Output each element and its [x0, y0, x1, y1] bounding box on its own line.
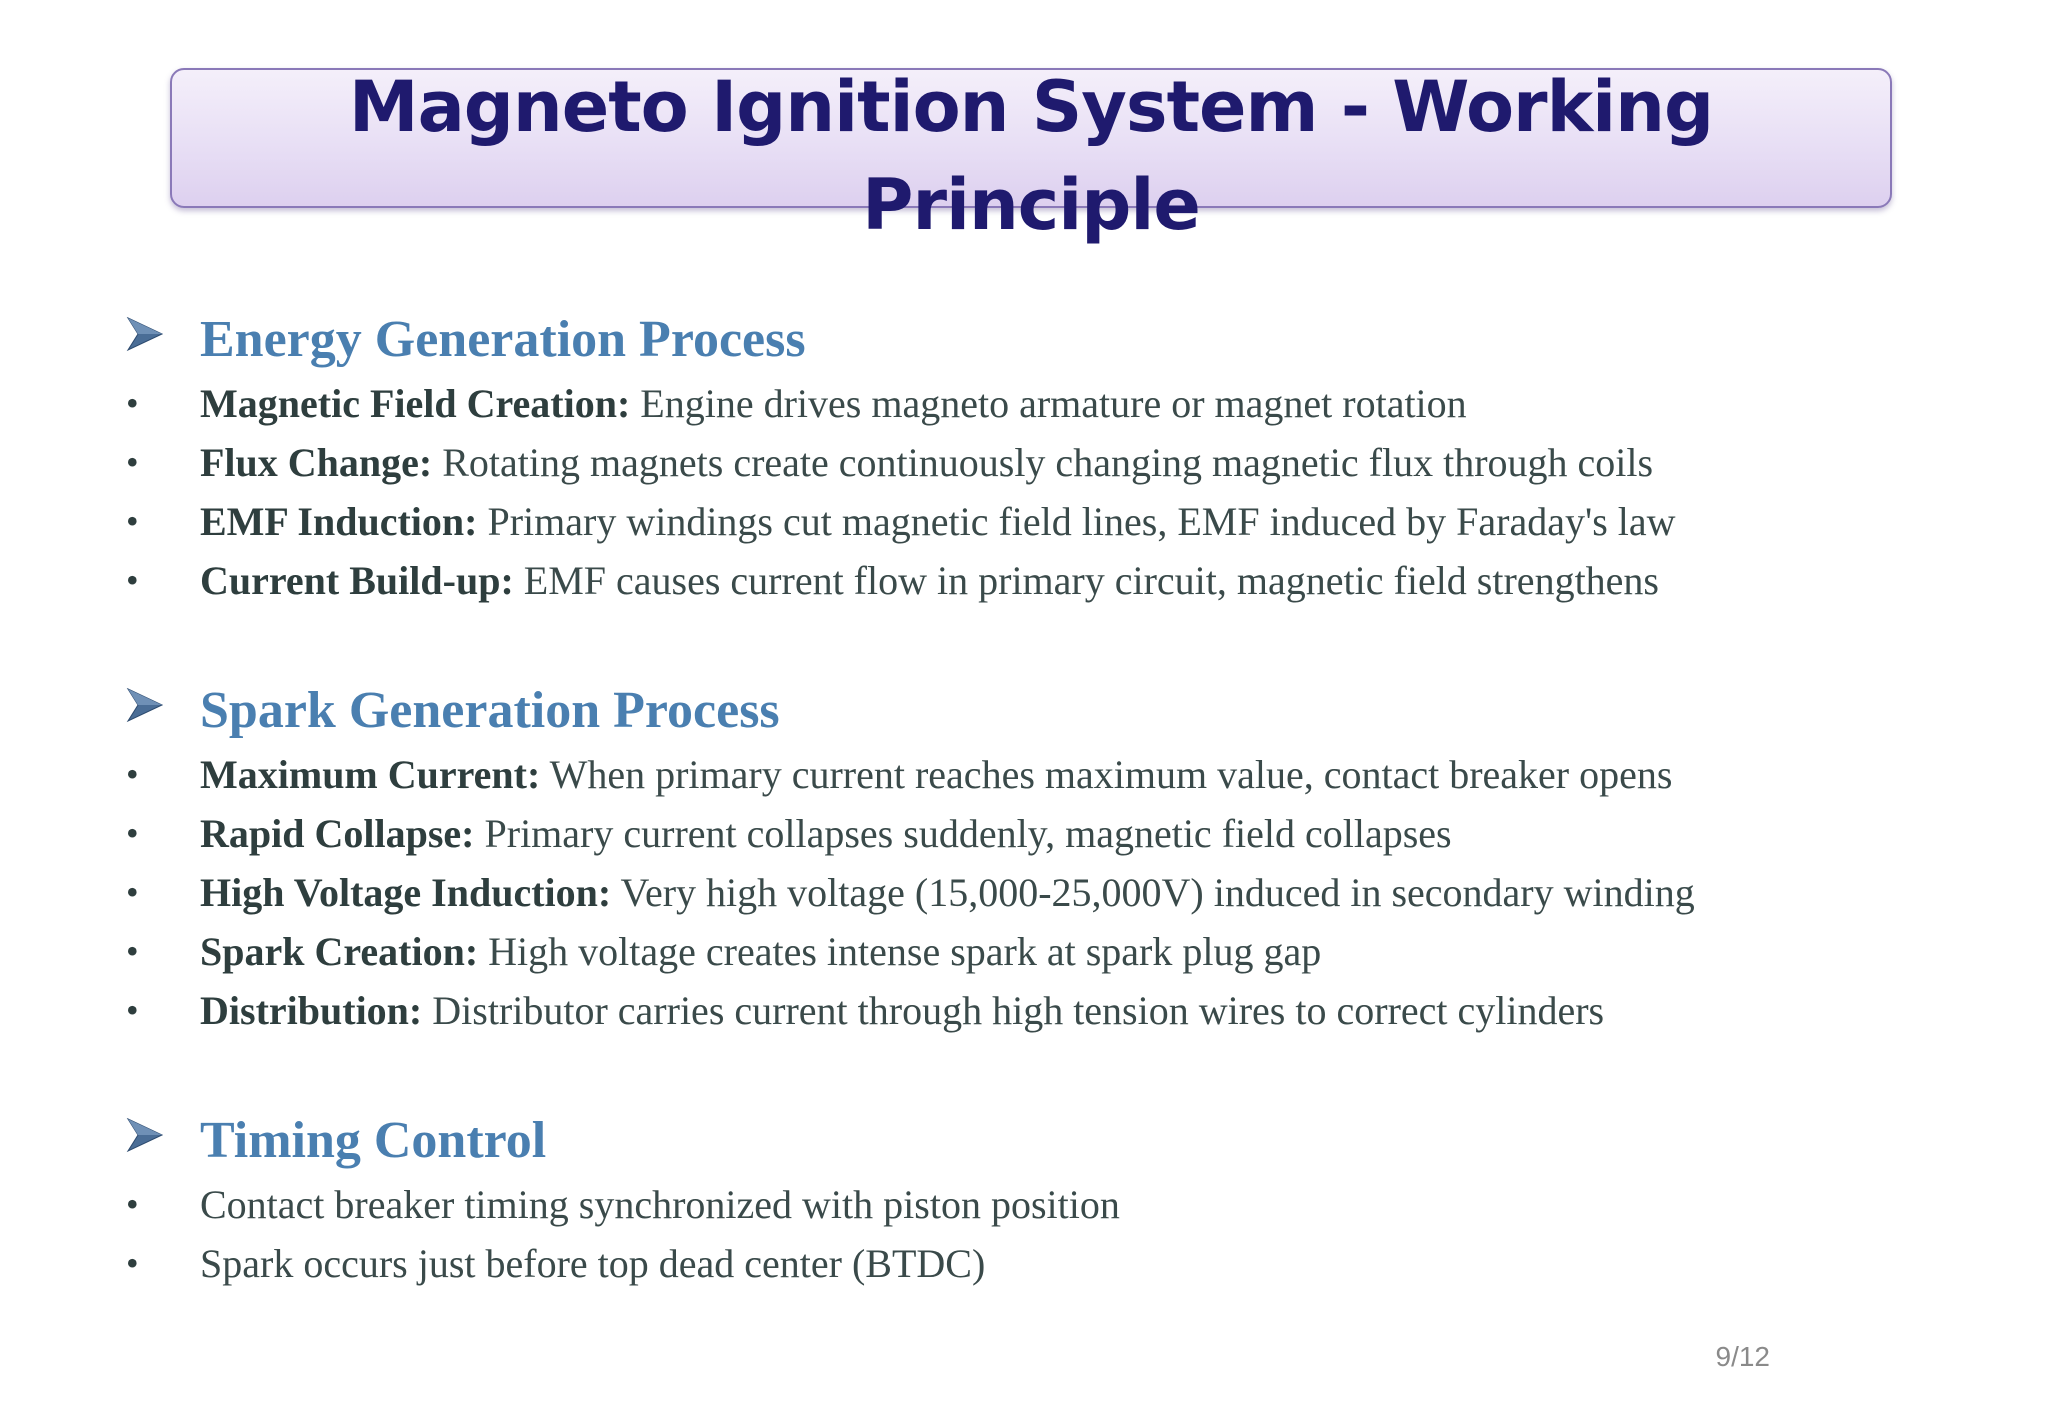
- page-number: 9/12: [1715, 1341, 1770, 1372]
- item-term: Magnetic Field Creation:: [200, 381, 631, 426]
- list-item: [126, 492, 1946, 551]
- bullet-dot-icon: •: [126, 754, 139, 794]
- list-item: [126, 433, 1946, 492]
- section-title: Spark Generation Process: [200, 682, 780, 739]
- arrow-bullet-icon: [126, 1117, 164, 1153]
- slide-title: Magneto Ignition System - Working Principle: [348, 66, 1714, 246]
- item-text: Very high voltage (15,000-25,000V) induced in secondary winding: [611, 870, 1695, 915]
- item-term: Rapid Collapse:: [200, 811, 475, 856]
- item-text: Contact breaker timing synchronized with piston position: [200, 1182, 1120, 1227]
- bullet-dot-icon: •: [126, 1184, 139, 1224]
- item-text: Spark occurs just before top dead center (BTDC): [200, 1241, 986, 1286]
- item-term: Distribution:: [200, 988, 423, 1033]
- bullet-dot-icon: •: [126, 1243, 139, 1283]
- item-term: EMF Induction:: [200, 499, 478, 544]
- section-title: Timing Control: [200, 1112, 547, 1169]
- item-term: Current Build-up:: [200, 558, 514, 603]
- bullet-list: [126, 374, 1946, 610]
- list-item: [126, 1175, 1946, 1234]
- item-text: Rotating magnets create continuously changing magnetic flux through coils: [432, 440, 1654, 485]
- item-text: EMF causes current flow in primary circuit, magnetic field strengthens: [513, 558, 1659, 603]
- list-item: [126, 863, 1946, 922]
- list-item: [126, 922, 1946, 981]
- section-heading: [126, 1107, 1946, 1175]
- list-item: [126, 745, 1946, 804]
- item-text: Engine drives magneto armature or magnet rotation: [630, 381, 1467, 426]
- bullet-dot-icon: •: [126, 931, 139, 971]
- item-term: Maximum Current:: [200, 752, 541, 797]
- bullet-dot-icon: •: [126, 560, 139, 600]
- item-text: High voltage creates intense spark at spark plug gap: [478, 929, 1322, 974]
- bullet-dot-icon: •: [126, 813, 139, 853]
- bullet-dot-icon: •: [126, 501, 139, 541]
- list-item: [126, 981, 1946, 1040]
- item-term: Spark Creation:: [200, 929, 479, 974]
- bullet-list: [126, 1175, 1946, 1293]
- bullet-list: [126, 745, 1946, 1040]
- item-text: Primary windings cut magnetic field lines, EMF induced by Faraday's law: [477, 499, 1676, 544]
- section-heading: [126, 677, 1946, 745]
- item-text: When primary current reaches maximum value, contact breaker opens: [540, 752, 1673, 797]
- list-item: [126, 804, 1946, 863]
- item-text: Distributor carries current through high tension wires to correct cylinders: [422, 988, 1605, 1033]
- item-text: Primary current collapses suddenly, magnetic field collapses: [474, 811, 1452, 856]
- bullet-dot-icon: •: [126, 383, 139, 423]
- arrow-bullet-icon: [126, 316, 164, 352]
- bullet-dot-icon: •: [126, 872, 139, 912]
- section-energy-generation: [126, 306, 1946, 610]
- bullet-dot-icon: •: [126, 442, 139, 482]
- section-timing-control: [126, 1107, 1946, 1293]
- section-spark-generation: [126, 677, 1946, 1040]
- item-term: High Voltage Induction:: [200, 870, 612, 915]
- list-item: [126, 551, 1946, 610]
- bullet-dot-icon: •: [126, 990, 139, 1030]
- section-title: Energy Generation Process: [200, 311, 806, 368]
- list-item: [126, 1234, 1946, 1293]
- section-heading: [126, 306, 1946, 374]
- item-term: Flux Change:: [200, 440, 433, 485]
- list-item: [126, 374, 1946, 433]
- arrow-bullet-icon: [126, 687, 164, 723]
